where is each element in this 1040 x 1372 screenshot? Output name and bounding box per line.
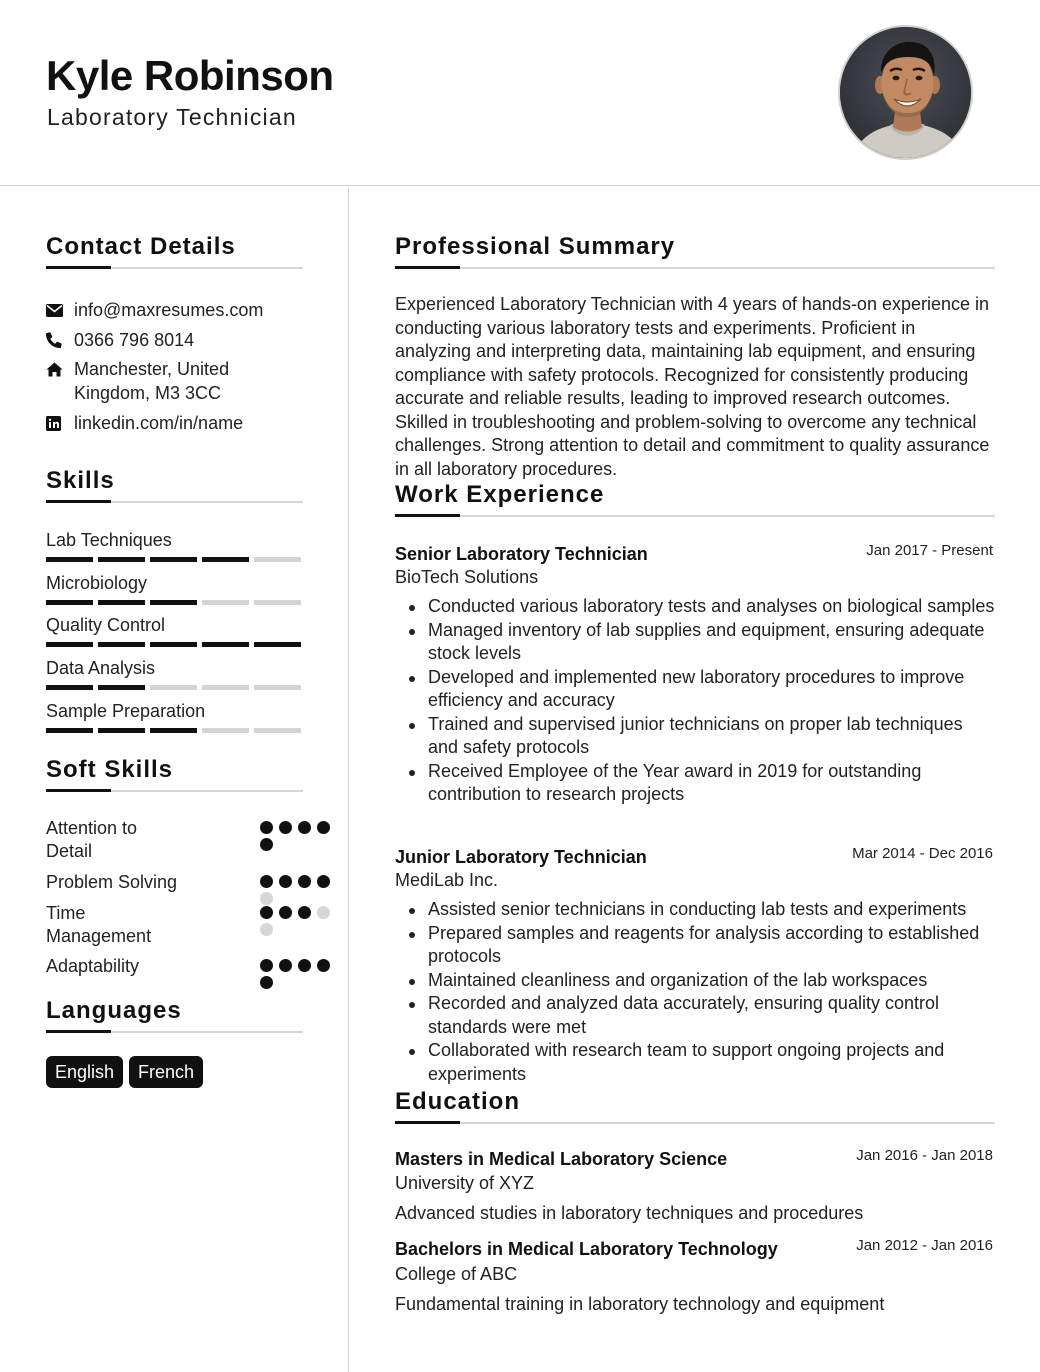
- skill-bar-filled: [254, 642, 301, 647]
- rating-dot-filled: [298, 875, 311, 888]
- soft-skills-heading: Soft Skills: [46, 756, 174, 783]
- list-item: Developed and implemented new laboratory procedures to improve efficiency and accuracy: [395, 666, 995, 713]
- skill-label: Data Analysis: [46, 658, 156, 678]
- skill-bar-empty: [254, 685, 301, 690]
- summary-text: Experienced Laboratory Technician with 4 years of hands-on experience in conducting various laboratory tests and experiments. Proficient in analyzing and interpreting data, maintaining lab equipment, and ensuring compliance with safety protocols. Recognized for consistently producing accurate and reliable results, leading to improved research outcomes. Skilled in troubleshooting and problem-solving to overcome any technical challenges. Strong attention to detail and commitment to quality assurance in all laboratory procedures.: [395, 294, 990, 479]
- school-name: College of ABC: [395, 1264, 518, 1284]
- rating-dot-filled: [298, 959, 311, 972]
- rating-dot-filled: [298, 821, 311, 834]
- job-title: Senior Laboratory Technician: [395, 544, 648, 564]
- soft-skill-rating: [260, 959, 335, 989]
- skill-item: [46, 700, 302, 733]
- rating-dot-filled: [317, 959, 330, 972]
- skill-bar-empty: [202, 728, 249, 733]
- contact-address-text: [74, 357, 229, 405]
- home-icon: [46, 357, 74, 381]
- skill-bar-filled: [202, 557, 249, 562]
- education-heading: Education: [395, 1088, 521, 1115]
- soft-skill-rating: [260, 875, 335, 905]
- skill-level-bar: [46, 728, 302, 733]
- skill-label: Quality Control: [46, 615, 166, 635]
- soft-skill-rating: [260, 821, 335, 851]
- envelope-icon: [46, 298, 74, 322]
- contact-email-text[interactable]: info@maxresumes.com: [74, 300, 264, 320]
- linkedin-icon: [46, 411, 74, 435]
- skill-item: [46, 572, 302, 605]
- skill-level-bar: [46, 600, 302, 605]
- skill-bar-filled: [46, 685, 93, 690]
- skill-item: [46, 614, 302, 647]
- languages-section-heading: [46, 997, 303, 1033]
- rating-dot-filled: [317, 821, 330, 834]
- list-item: Conducted various laboratory tests and analyses on biological samples: [395, 595, 995, 619]
- section-underline: [46, 267, 303, 269]
- degree-description: Advanced studies in laboratory techniques and procedures: [395, 1203, 864, 1223]
- skill-item: [46, 529, 302, 562]
- rating-dot-filled: [260, 906, 273, 919]
- rating-dot-filled: [279, 959, 292, 972]
- skill-bar-filled: [98, 728, 145, 733]
- list-item: Received Employee of the Year award in 2019 for outstanding contribution to research projects: [395, 760, 995, 807]
- resume-header: [0, 0, 1040, 186]
- address-line-1: Manchester, United: [74, 359, 230, 379]
- rating-dot-filled: [260, 821, 273, 834]
- rating-dot-filled: [260, 875, 273, 888]
- school-name: University of XYZ: [395, 1173, 535, 1193]
- skill-label: Microbiology: [46, 573, 148, 593]
- degree-date: Jan 2016 - Jan 2018: [856, 1147, 993, 1164]
- skill-bar-filled: [46, 728, 93, 733]
- skill-bar-filled: [46, 642, 93, 647]
- section-underline: [395, 515, 995, 517]
- contact-section-heading: [46, 233, 303, 269]
- phone-icon: [46, 328, 74, 352]
- section-underline: [395, 267, 995, 269]
- degree-description: Fundamental training in laboratory technology and equipment: [395, 1294, 885, 1314]
- job-bullets: [395, 898, 995, 1086]
- skill-bar-empty: [254, 600, 301, 605]
- skill-level-bar: [46, 557, 302, 562]
- soft-skill-label: Attention to Detail: [46, 818, 138, 861]
- skill-bar-empty: [202, 600, 249, 605]
- degree-title: Masters in Medical Laboratory Science: [395, 1149, 728, 1169]
- skill-label: Sample Preparation: [46, 701, 206, 721]
- rating-dot-filled: [279, 821, 292, 834]
- skill-bar-filled: [98, 600, 145, 605]
- skills-section-heading: [46, 467, 303, 503]
- job-date: Mar 2014 - Dec 2016: [852, 845, 993, 862]
- contact-linkedin-text[interactable]: linkedin.com/in/name: [74, 413, 244, 433]
- soft-skill-label: Adaptability: [46, 956, 140, 976]
- section-underline: [46, 501, 303, 503]
- contact-email: [46, 298, 263, 322]
- contact-phone-text[interactable]: 0366 796 8014: [74, 330, 195, 350]
- profile-photo: [838, 25, 973, 160]
- soft-skill-rating: [260, 906, 335, 936]
- skill-bar-filled: [98, 685, 145, 690]
- list-item: Collaborated with research team to support ongoing projects and experiments: [395, 1039, 995, 1086]
- skill-bar-empty: [254, 728, 301, 733]
- section-underline: [395, 1122, 995, 1124]
- candidate-title: Laboratory Technician: [47, 104, 297, 130]
- profile-photo-portrait: [840, 27, 973, 160]
- education-section-heading: [395, 1088, 995, 1124]
- skill-bar-filled: [150, 557, 197, 562]
- list-item: Assisted senior technicians in conducting lab tests and experiments: [395, 898, 995, 922]
- rating-dot-empty: [260, 892, 273, 905]
- summary-section-heading: [395, 233, 995, 269]
- rating-dot-filled: [260, 959, 273, 972]
- skill-bar-filled: [150, 642, 197, 647]
- rating-dot-filled: [279, 906, 292, 919]
- section-underline: [46, 1031, 303, 1033]
- skill-bar-empty: [202, 685, 249, 690]
- job-bullets: [395, 595, 995, 807]
- experience-section-heading: [395, 481, 995, 517]
- candidate-name: Kyle Robinson: [46, 52, 334, 99]
- language-pill-english: English: [46, 1056, 123, 1088]
- summary-heading: Professional Summary: [395, 233, 676, 260]
- section-underline: [46, 790, 303, 792]
- skill-label: Lab Techniques: [46, 530, 172, 550]
- rating-dot-filled: [279, 875, 292, 888]
- skill-bar-filled: [150, 600, 197, 605]
- job-company: BioTech Solutions: [395, 567, 539, 587]
- skill-bar-filled: [150, 728, 197, 733]
- rating-dot-empty: [317, 906, 330, 919]
- soft-skill-label: Problem Solving: [46, 872, 178, 892]
- skill-bar-filled: [46, 557, 93, 562]
- job-date: Jan 2017 - Present: [866, 542, 993, 559]
- degree-title: Bachelors in Medical Laboratory Technology: [395, 1239, 778, 1259]
- column-divider: [348, 187, 349, 1372]
- soft-skill-label: Time Management: [46, 903, 152, 946]
- contact-address: [46, 357, 229, 405]
- skill-bar-empty: [150, 685, 197, 690]
- list-item: Prepared samples and reagents for analysis according to established protocols: [395, 922, 995, 969]
- skill-bar-filled: [98, 642, 145, 647]
- job-company: MediLab Inc.: [395, 870, 499, 890]
- job-title: Junior Laboratory Technician: [395, 847, 647, 867]
- contact-phone: [46, 328, 194, 352]
- degree-date: Jan 2012 - Jan 2016: [856, 1237, 993, 1254]
- skills-heading: Skills: [46, 467, 115, 494]
- contact-heading: Contact Details: [46, 233, 236, 260]
- rating-dot-filled: [260, 976, 273, 989]
- experience-heading: Work Experience: [395, 481, 605, 508]
- address-line-2: Kingdom, M3 3CC: [74, 383, 222, 403]
- skill-item: [46, 657, 302, 690]
- soft-skills-section-heading: [46, 756, 303, 792]
- list-item: Recorded and analyzed data accurately, ensuring quality control standards were met: [395, 992, 995, 1039]
- rating-dot-filled: [298, 906, 311, 919]
- skill-bar-filled: [46, 600, 93, 605]
- rating-dot-empty: [260, 923, 273, 936]
- list-item: Maintained cleanliness and organization of the lab workspaces: [395, 969, 995, 993]
- languages-heading: Languages: [46, 997, 182, 1024]
- skill-bar-empty: [254, 557, 301, 562]
- list-item: Trained and supervised junior technicians on proper lab techniques and safety protocols: [395, 713, 995, 760]
- skill-bar-filled: [98, 557, 145, 562]
- skill-level-bar: [46, 685, 302, 690]
- rating-dot-filled: [317, 875, 330, 888]
- skill-bar-filled: [202, 642, 249, 647]
- skill-level-bar: [46, 642, 302, 647]
- language-pill-french: French: [129, 1056, 203, 1088]
- rating-dot-filled: [260, 838, 273, 851]
- contact-linkedin: [46, 411, 243, 435]
- list-item: Managed inventory of lab supplies and equipment, ensuring adequate stock levels: [395, 619, 995, 666]
